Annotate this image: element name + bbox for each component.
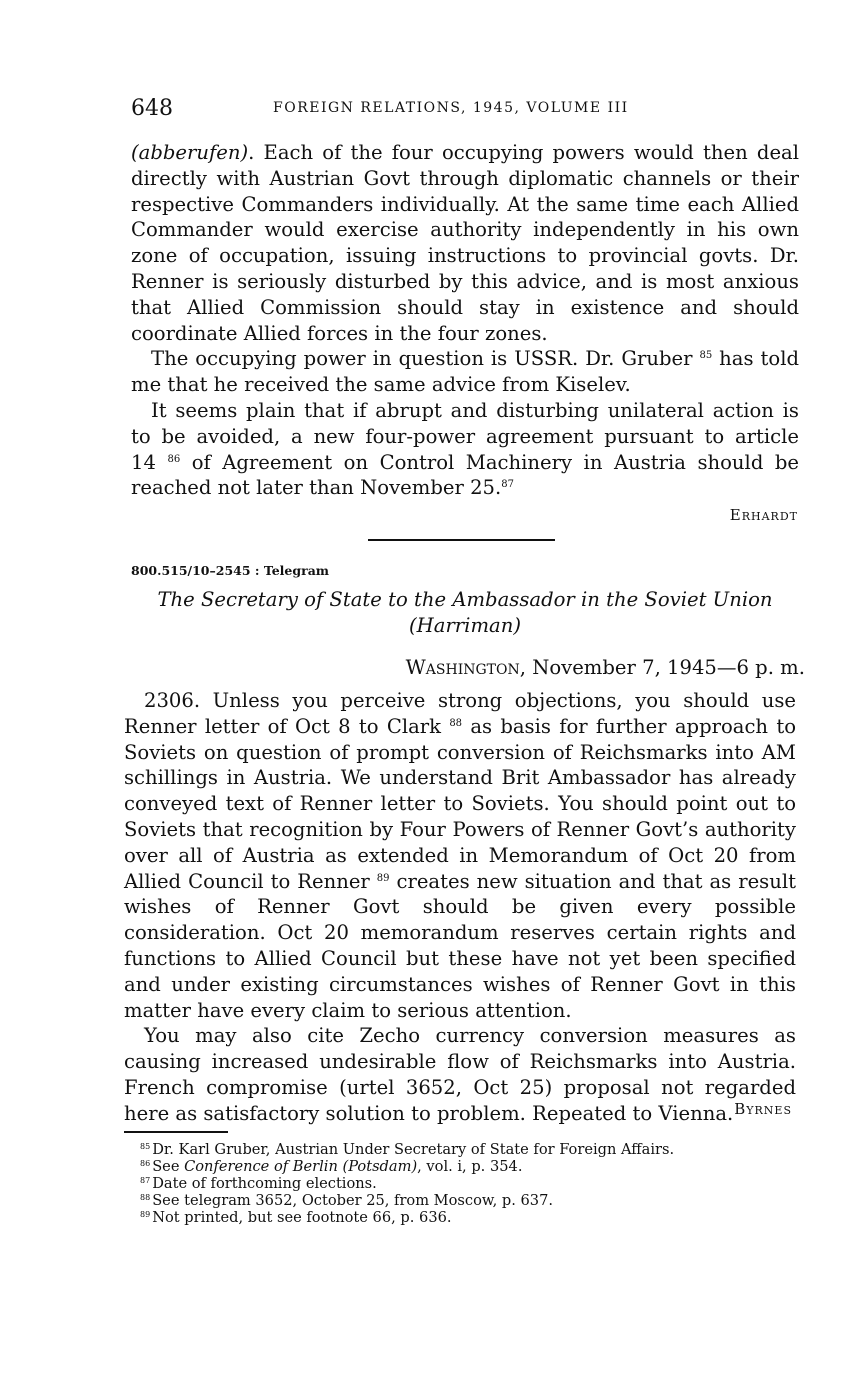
paragraph xyxy=(131,140,799,346)
footnote-text: Not printed, but see footnote 66, p. 636. xyxy=(152,1209,452,1226)
footnote-ref: 85 xyxy=(699,350,713,362)
footnote-rule xyxy=(124,1131,228,1133)
paragraph-text: It seems plain that if abrupt and disturbing unilateral action is to be avoided, a new four-power agreement pursuant to article 14 xyxy=(131,398,799,474)
paragraph-text: creates new situation and that as result wishes of Renner Govt should be given every possible consideration. Oct 20 memorandum reserves certain rights and functions to Allied Council but these have not yet been specified and under existing circumstances wishes of Renner Govt in this matter have every claim to serious attention. xyxy=(124,869,796,1022)
signature-byrnes: Byrnes xyxy=(734,1100,792,1118)
paragraph-text: 2306. Unless you perceive strong objections, you should use Renner letter of Oct 8 to Clark xyxy=(124,689,796,738)
dateline-date: , November 7, 1945—6 p. m. xyxy=(519,656,805,679)
file-reference: 800.515/10–2545 : Telegram xyxy=(131,563,330,578)
paragraph-text: has told me that he received the same advice from Kiselev. xyxy=(131,347,800,397)
document-title xyxy=(131,587,799,639)
footnote-number: 87 xyxy=(140,1176,151,1185)
paragraph xyxy=(131,346,799,398)
footnote xyxy=(140,1209,800,1226)
footnote-number: 89 xyxy=(140,1210,151,1219)
footnote-text: Date of forthcoming elections. xyxy=(152,1175,377,1192)
footnote xyxy=(140,1175,800,1192)
footnote-number: 88 xyxy=(140,1193,151,1202)
paragraph-text: of Agreement on Control Machinery in Austria should be reached not later than November 25. xyxy=(131,450,800,500)
page-number: 648 xyxy=(131,96,173,121)
title-line: (Harriman) xyxy=(409,613,521,637)
signature-erhardt: Erhardt xyxy=(729,506,798,524)
paragraph xyxy=(131,398,799,501)
footnote-text: See telegram 3652, October 25, from Moscow, p. 637. xyxy=(152,1192,554,1209)
footnote-number: 85 xyxy=(140,1142,151,1151)
dateline xyxy=(406,656,805,679)
paragraph xyxy=(124,688,796,1023)
paragraph-text: The occupying power in question is USSR. Dr. Gruber xyxy=(151,347,693,371)
footnotes xyxy=(140,1141,800,1226)
footnote xyxy=(140,1141,800,1158)
footnote-ref: 86 xyxy=(167,453,181,465)
footnote-text: Dr. Karl Gruber, Austrian Under Secretary of State for Foreign Affairs. xyxy=(152,1141,675,1158)
page-header xyxy=(131,96,801,122)
german-term: (abberufen) xyxy=(131,141,249,164)
section-divider xyxy=(368,539,555,541)
footnote-ref: 89 xyxy=(376,872,390,884)
second-document-body xyxy=(124,688,796,1127)
paragraph-text: as basis for further approach to Soviets on question of prompt conversion of Reichsmarks into AM schillings in Austria. We understand Brit Ambassador has already conveyed text of Renner letter to Soviets. You should point out to Soviets that recognition by Four Powers of Renner Govt’s authority over all of Austria as extended in Memorandum of Oct 20 from Allied Council to Renner xyxy=(124,714,796,893)
footnote xyxy=(140,1192,800,1209)
first-document-body xyxy=(131,140,799,501)
footnote-text: , vol. i, p. 354. xyxy=(417,1158,523,1175)
paragraph: You may also cite Zecho currency conversion measures as causing increased undesirable flow of Reichsmarks into Austria. French compromise (urtel 3652, Oct 25) proposal not regarded here as satisfactory solution to problem. Repeated to Vienna. xyxy=(124,1024,796,1125)
footnote-text: See xyxy=(152,1158,185,1175)
footnote-ref: 87 xyxy=(501,479,514,491)
running-head: FOREIGN RELATIONS, 1945, VOLUME III xyxy=(273,100,629,116)
paragraph-text: . Each of the four occupying powers would then deal directly with Austrian Govt through diplomatic channels or their respective Commanders individually. At the same time each Allied Commander would exercise authority independently in his own zone of occupation, issuing instructions to provincial govts. Dr. Renner is seriously disturbed by this advice, and is most anxious that Allied Commission should stay in existence and should coordinate Allied forces in the four zones. xyxy=(131,141,799,345)
footnote-number: 86 xyxy=(140,1159,151,1168)
title-line: The Secretary of State to the Ambassador in the Soviet Union xyxy=(157,588,773,611)
footnote xyxy=(140,1158,800,1175)
footnote-title: Conference of Berlin (Potsdam) xyxy=(184,1158,418,1175)
footnote-ref: 88 xyxy=(449,717,463,729)
dateline-place: Washington xyxy=(405,656,520,679)
